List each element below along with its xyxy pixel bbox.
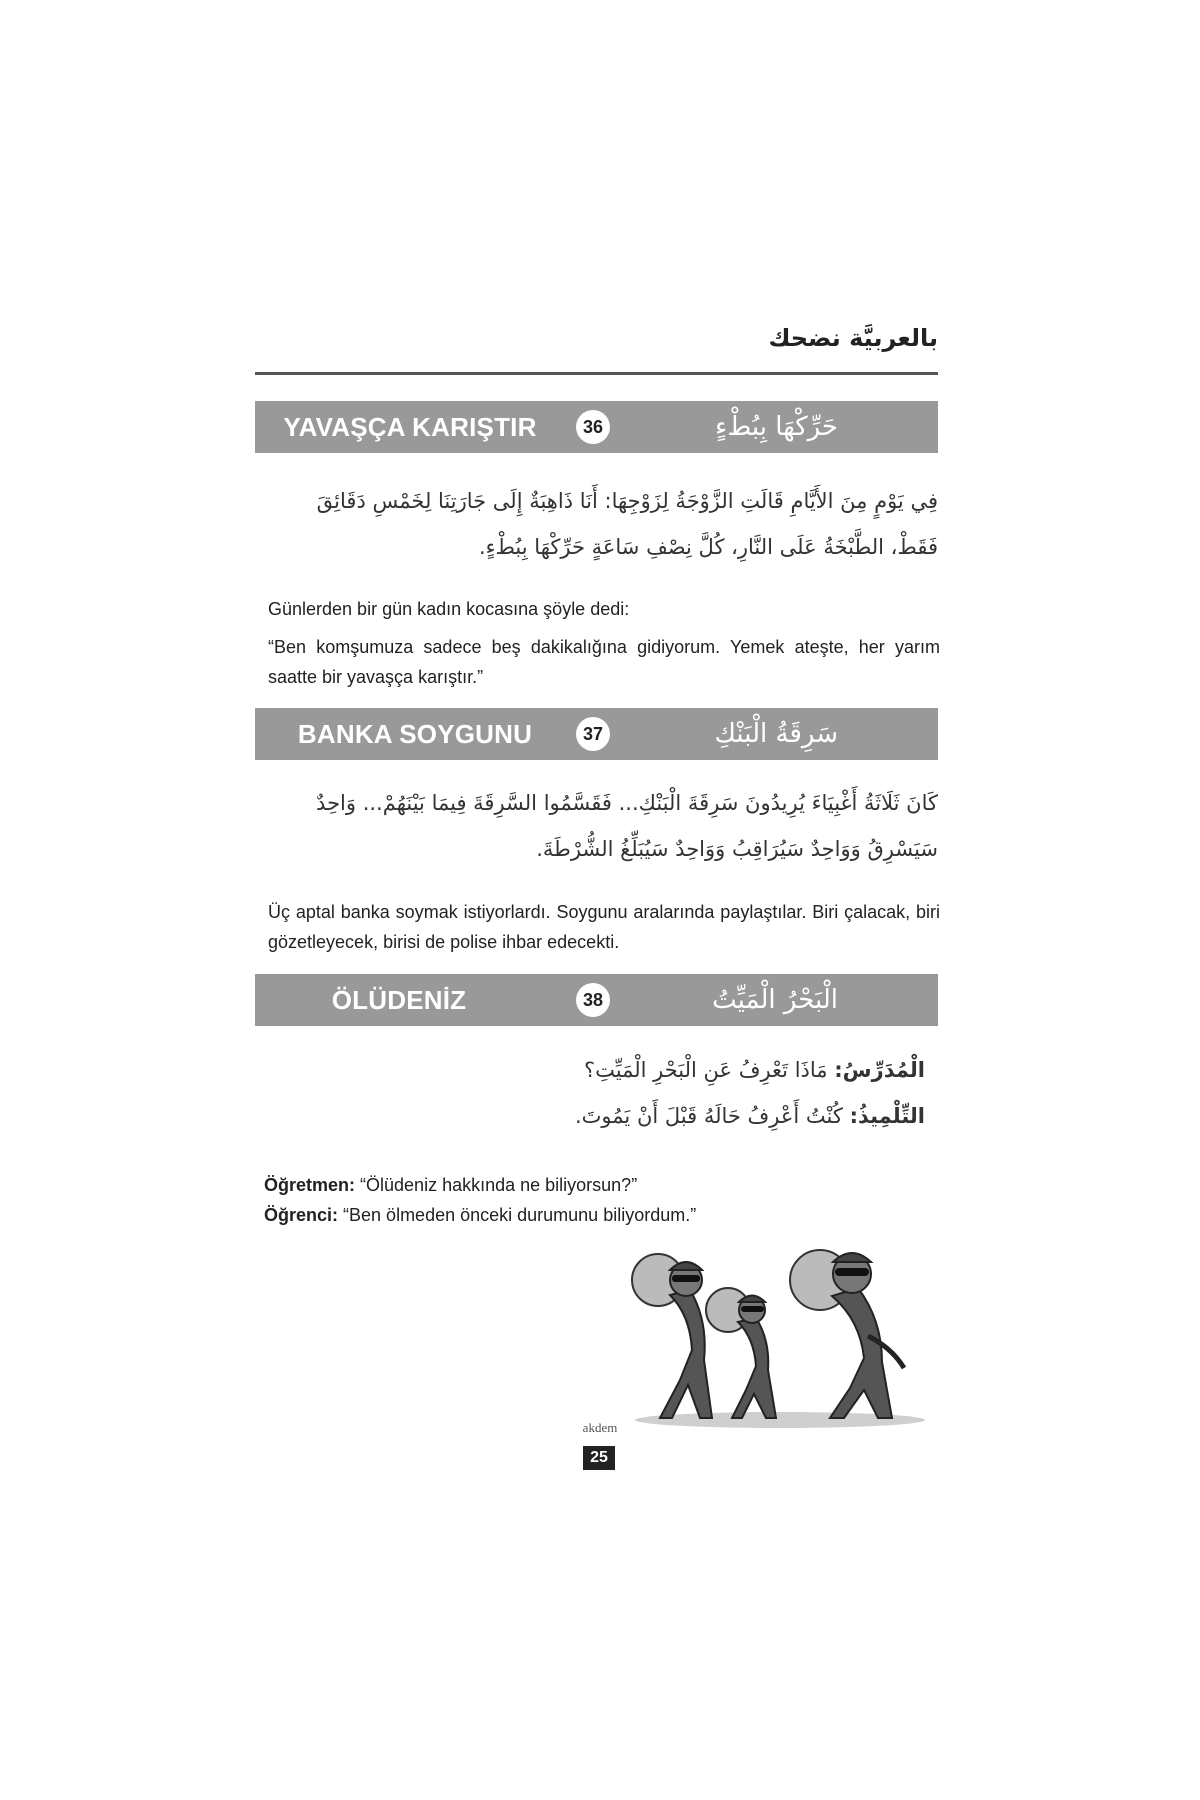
arabic-dialog-line	[255, 1047, 925, 1093]
section-title: YAVAŞÇA KARIŞTIR	[283, 412, 537, 442]
publisher-logo: akdem	[582, 1420, 618, 1435]
turkish-dialog-38	[264, 1170, 936, 1230]
section-band-38	[255, 974, 938, 1026]
dialog-speaker: التِّلْمِيذُ:	[849, 1104, 925, 1128]
dialog-speaker: Öğretmen:	[264, 1175, 356, 1195]
dialog-speaker: الْمُدَرِّسُ:	[834, 1058, 925, 1082]
dialog-line: كُنْتُ أَعْرِفُ حَالَهُ قَبْلَ أَنْ يَمُوتَ.	[574, 1104, 843, 1128]
running-head: بالعربيَّة نضحك	[768, 324, 938, 352]
robber-figure	[790, 1250, 904, 1418]
section-title-arabic: الْبَحْرُ الْمَيِّتُ	[712, 985, 838, 1015]
turkish-dialog-line	[264, 1170, 936, 1200]
header-rule	[255, 372, 938, 375]
dialog-speaker: Öğrenci:	[264, 1205, 339, 1225]
arabic-dialog-line	[255, 1093, 925, 1139]
turkish-text-37	[268, 897, 940, 957]
turkish-paragraph: “Ben komşumuza sadece beş dakikalığına gidiyorum. Yemek ateşte, her yarım saatte bir yavaşça karıştır.”	[268, 637, 940, 687]
dialog-line: “Ölüdeniz hakkında ne biliyorsun?”	[360, 1175, 638, 1195]
arabic-line: فِي يَوْمٍ مِنَ الأَيَّامِ قَالَتِ الزَّوْجَةُ لِزَوْجِهَا: أَنَا ذَاهِبَةٌ إِلَى جَارَتِنَا لِخَمْسِ دَقَائِقَ	[316, 489, 938, 513]
arabic-line: سَيَسْرِقُ وَوَاحِدٌ سَيُرَاقِبُ وَوَاحِدٌ سَيُبَلِّغُ الشُّرْطَةَ.	[536, 837, 938, 861]
section-title-arabic: سَرِقَةُ الْبَنْكِ	[714, 719, 838, 749]
page-number: 25	[583, 1446, 615, 1470]
section-band-37	[255, 708, 938, 760]
section-title: BANKA SOYGUNU	[297, 719, 533, 749]
section-number-badge: 36	[576, 410, 610, 444]
robber-figure	[632, 1254, 712, 1418]
section-title: ÖLÜDENİZ	[331, 985, 467, 1015]
robber-figure	[706, 1288, 776, 1418]
turkish-paragraph: Günlerden bir gün kadın kocasına şöyle dedi:	[268, 599, 630, 619]
arabic-text-36	[255, 478, 938, 570]
arabic-line: فَقَطْ، الطَّبْخَةُ عَلَى النَّارِ، كُلَّ نِصْفِ سَاعَةٍ حَرِّكْهَا بِبُطْءٍ.	[478, 535, 938, 559]
arabic-dialog-38	[255, 1047, 925, 1139]
section-number-badge: 38	[576, 983, 610, 1017]
dialog-line: “Ben ölmeden önceki durumunu biliyordum.”	[343, 1205, 697, 1225]
turkish-dialog-line	[264, 1200, 936, 1230]
turkish-paragraph: Üç aptal banka soymak istiyorlardı. Soygunu aralarında paylaştılar. Biri çalacak, biri gözetleyecek, birisi de polise ihbar edecekti.	[268, 902, 940, 952]
section-title-arabic: حَرِّكْهَا بِبُطْءٍ	[715, 412, 838, 442]
turkish-text-36	[268, 594, 940, 692]
arabic-line: كَانَ ثَلَاثَةُ أَغْبِيَاءَ يُرِيدُونَ سَرِقَةَ الْبَنْكِ... فَقَسَّمُوا السَّرِقَةَ فِيمَا بَيْنَهُمْ... وَاحِدٌ	[316, 791, 938, 815]
section-number-badge: 37	[576, 717, 610, 751]
dialog-line: مَاذَا تَعْرِفُ عَنِ الْبَحْرِ الْمَيِّتِ؟	[583, 1058, 828, 1082]
section-band-36	[255, 401, 938, 453]
robbers-illustration	[620, 1240, 930, 1430]
arabic-text-37	[255, 780, 938, 872]
